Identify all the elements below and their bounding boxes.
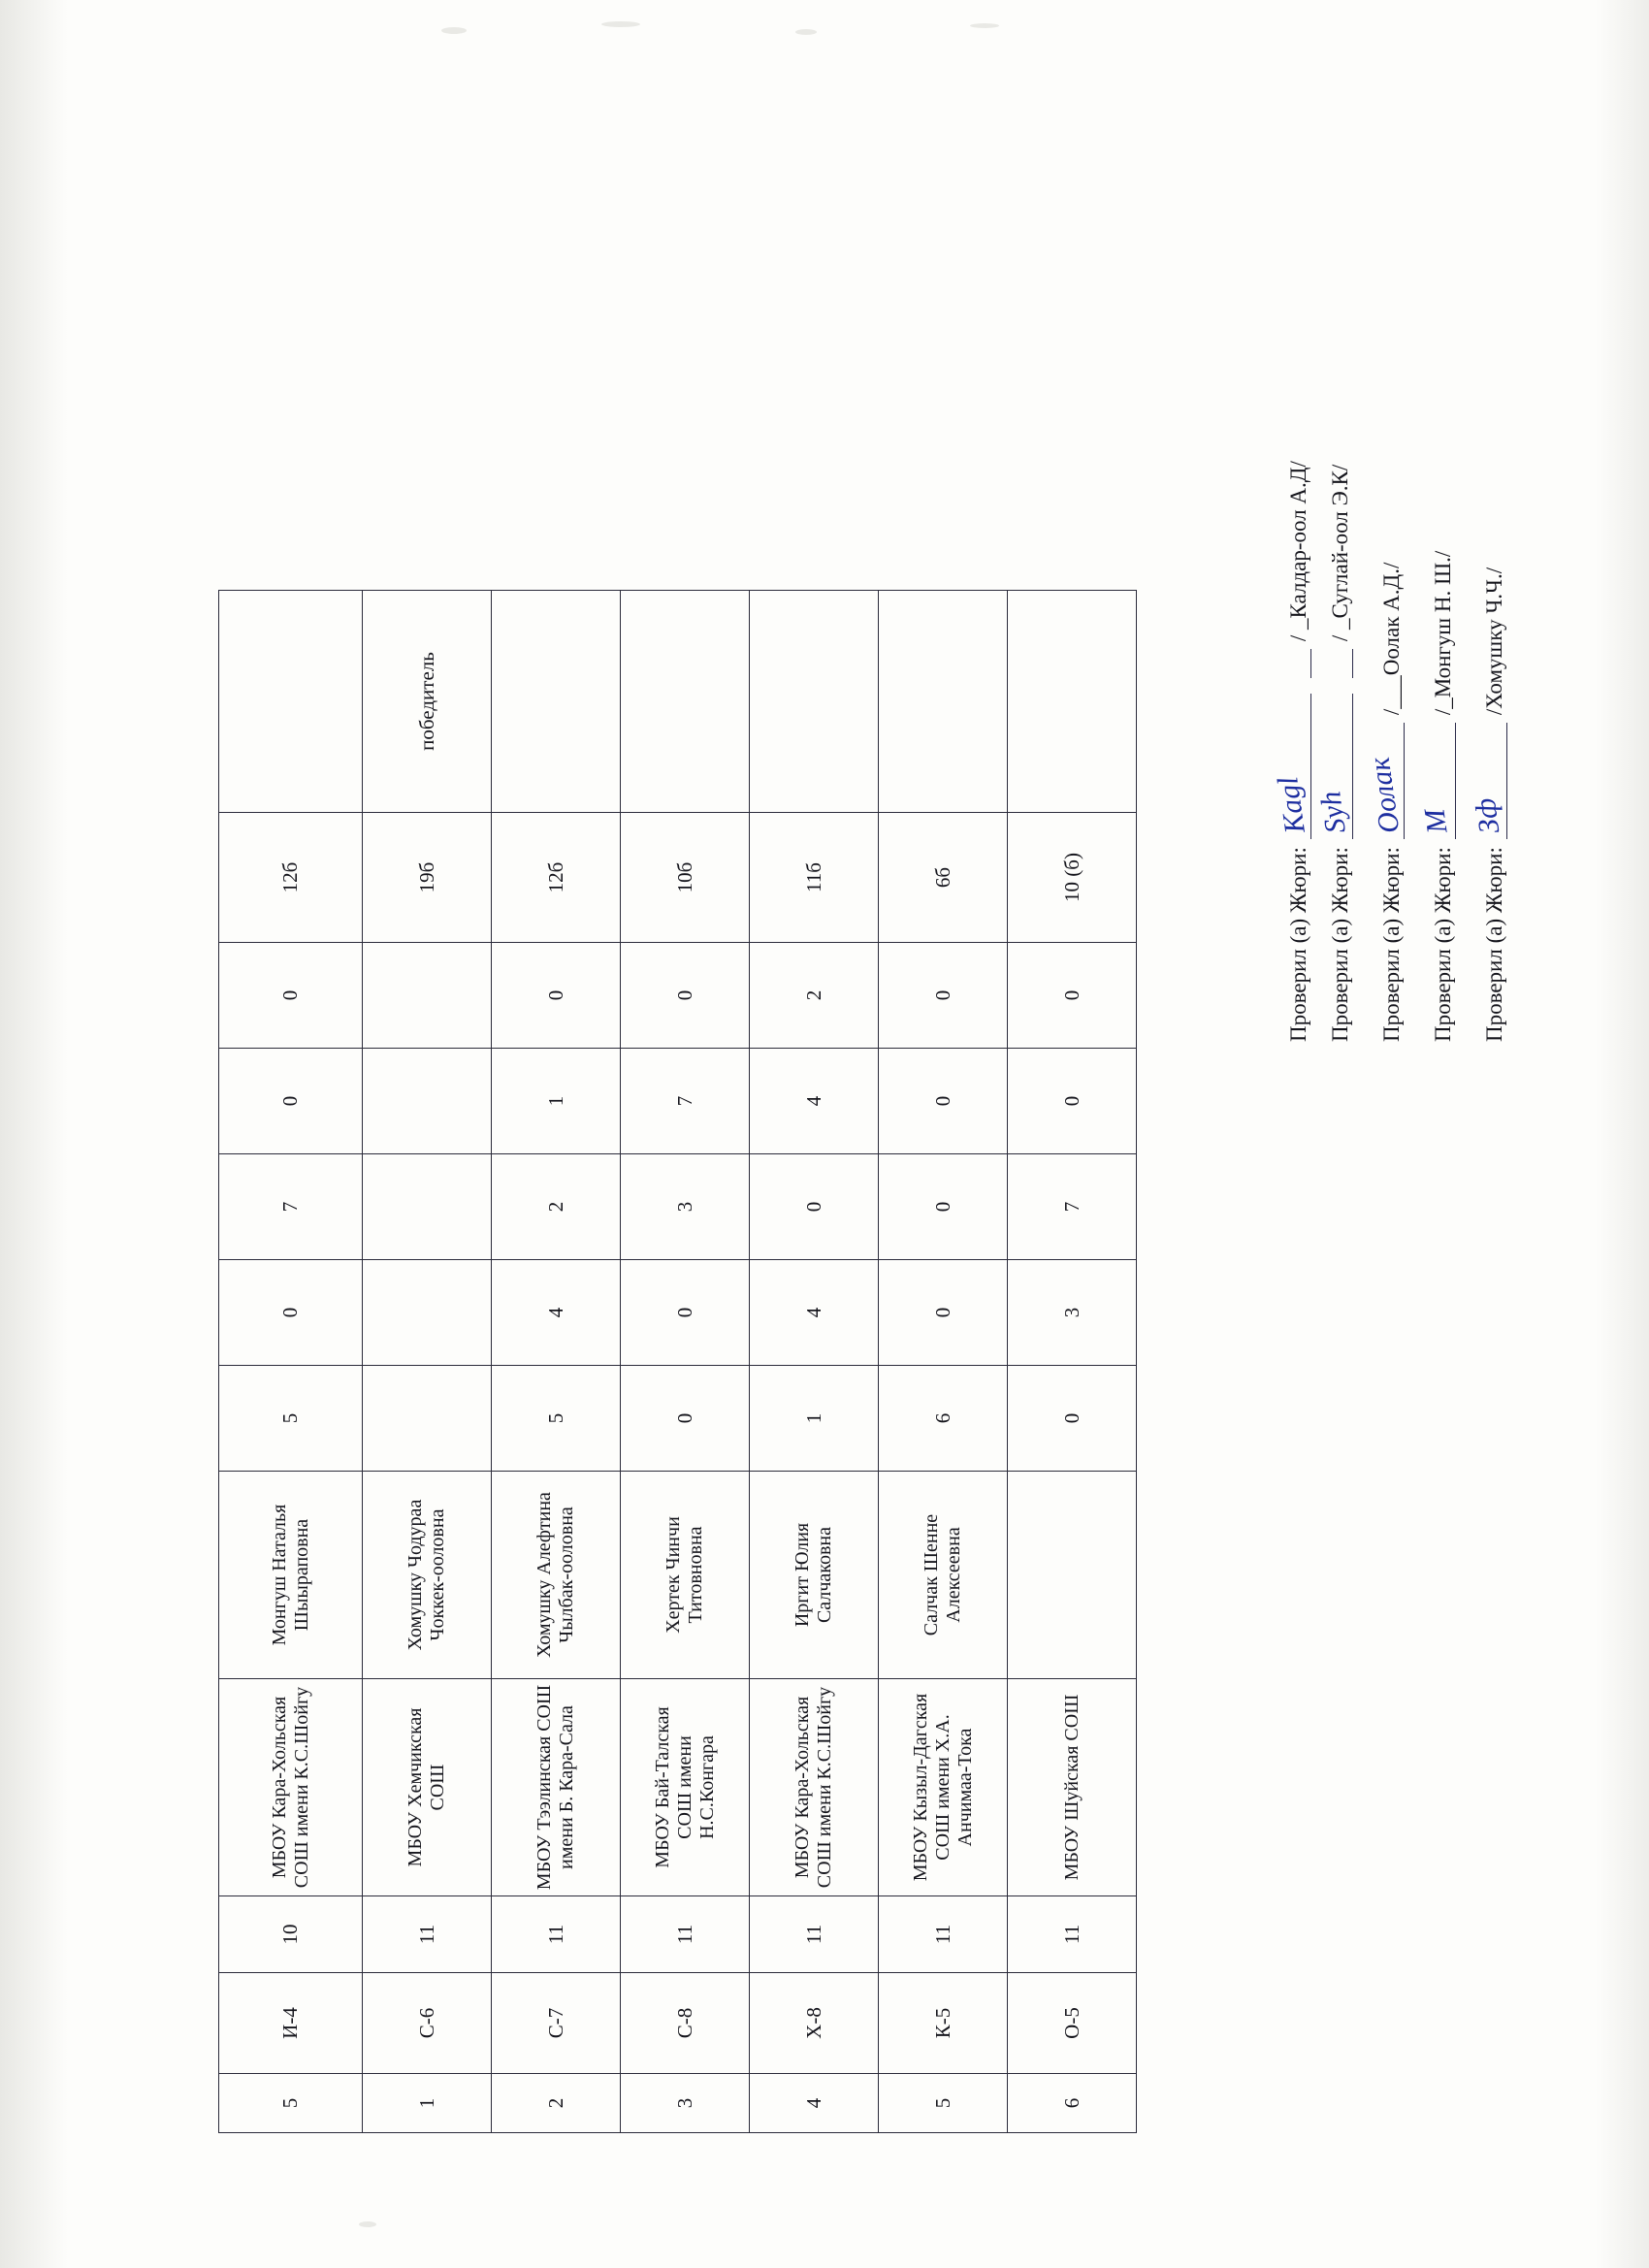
signature-label: Проверил (а) Жюри:	[1431, 847, 1455, 1042]
handwritten-signature: Зф	[1469, 795, 1506, 836]
signature-name: /Хомушку Ч.Ч./	[1482, 567, 1506, 716]
cell-total: 6б	[879, 813, 1008, 943]
cell-total: 10б	[621, 813, 750, 943]
cell-status	[219, 591, 363, 813]
cell-status: победитель	[363, 591, 492, 813]
cell-school: МБОУ Тээлинская СОШ имени Б. Кара-Сала	[492, 1679, 621, 1896]
cell-score-5: 0	[219, 943, 363, 1049]
cell-school: МБОУ Кызыл-Дагская СОШ имени Х.А. Анчимаа-Тока	[879, 1679, 1008, 1896]
cell-number: 2	[492, 2074, 621, 2133]
signature-group-second	[1363, 188, 1507, 1042]
cell-score-3: 3	[621, 1154, 750, 1260]
cell-score-3: 7	[1008, 1154, 1137, 1260]
signature-name: /___Оолак А.Д./	[1379, 562, 1404, 716]
cell-school: МБОУ Кара-Хольская СОШ имени К.С.Шойгу	[750, 1679, 879, 1896]
cell-score-2: 0	[219, 1260, 363, 1366]
cell-score-1: 1	[750, 1366, 879, 1472]
cell-score-3: 0	[879, 1154, 1008, 1260]
cell-number: 3	[621, 2074, 750, 2133]
cell-total: 19б	[363, 813, 492, 943]
cell-teacher: Монгуш Наталья Шыыраповна	[219, 1472, 363, 1679]
cell-score-5	[363, 943, 492, 1049]
signature-line	[1418, 188, 1456, 1042]
cell-class: 11	[621, 1896, 750, 1973]
cell-score-5: 0	[879, 943, 1008, 1049]
cell-teacher: Хомушку Чодураа Чоккек-ооловна	[363, 1472, 492, 1679]
signature-rule[interactable]	[1418, 723, 1456, 839]
handwritten-signature: Kagl	[1272, 774, 1311, 836]
cell-status	[621, 591, 750, 813]
cell-score-2: 0	[879, 1260, 1008, 1366]
cell-total: 10 (б)	[1008, 813, 1137, 943]
signature-line	[1272, 188, 1311, 1042]
cell-score-4: 1	[492, 1049, 621, 1154]
signature-name: / _Суглай-оол Э.К/	[1328, 464, 1352, 642]
signature-rule[interactable]	[1469, 723, 1507, 839]
handwritten-signature: М	[1418, 807, 1454, 836]
signature-name: / _Калдар-оол А.Д/	[1286, 461, 1310, 642]
signature-label: Проверил (а) Жюри:	[1286, 847, 1310, 1042]
signature-block	[1272, 188, 1533, 1042]
signature-label: Проверил (а) Жюри:	[1482, 847, 1506, 1042]
scan-speck	[359, 2221, 376, 2227]
scan-speck	[601, 21, 640, 27]
table-row	[492, 591, 621, 2133]
cell-score-5: 0	[1008, 943, 1137, 1049]
cell-score-1: 5	[219, 1366, 363, 1472]
scan-speck	[970, 23, 999, 28]
cell-score-4: 0	[879, 1049, 1008, 1154]
cell-score-4	[363, 1049, 492, 1154]
scan-speck	[441, 27, 467, 34]
signature-line	[1363, 188, 1406, 1042]
cell-class: 10	[219, 1896, 363, 1973]
cell-teacher: Иргит Юлия Салчаковна	[750, 1472, 879, 1679]
signature-rule[interactable]	[1314, 694, 1353, 839]
cell-status	[750, 591, 879, 813]
cell-score-2: 0	[621, 1260, 750, 1366]
cell-code: С-8	[621, 1973, 750, 2074]
cell-total: 12б	[492, 813, 621, 943]
cell-score-4: 4	[750, 1049, 879, 1154]
signature-line	[1469, 188, 1507, 1042]
cell-score-1: 5	[492, 1366, 621, 1472]
cell-teacher: Хертек Чинчи Титовновна	[621, 1472, 750, 1679]
cell-score-3	[363, 1154, 492, 1260]
cell-score-5: 0	[621, 943, 750, 1049]
table-row	[219, 591, 363, 2133]
cell-class: 11	[1008, 1896, 1137, 1973]
signature-rule-small[interactable]	[1327, 649, 1353, 678]
signature-label: Проверил (а) Жюри:	[1328, 847, 1352, 1042]
signature-label: Проверил (а) Жюри:	[1379, 847, 1404, 1042]
cell-status	[879, 591, 1008, 813]
cell-total: 11б	[750, 813, 879, 943]
cell-teacher	[1008, 1472, 1137, 1679]
signature-rule[interactable]	[1272, 694, 1311, 839]
cell-status	[492, 591, 621, 813]
cell-score-5: 2	[750, 943, 879, 1049]
scan-speck	[795, 29, 817, 35]
cell-school: МБОУ Шуйская СОШ	[1008, 1679, 1137, 1896]
handwritten-signature: Оолак	[1363, 755, 1406, 836]
cell-number: 5	[879, 2074, 1008, 2133]
cell-score-2	[363, 1260, 492, 1366]
cell-code: С-6	[363, 1973, 492, 2074]
cell-score-3: 7	[219, 1154, 363, 1260]
cell-score-4: 0	[1008, 1049, 1137, 1154]
table-row	[879, 591, 1008, 2133]
table-row	[363, 591, 492, 2133]
cell-score-1: 0	[621, 1366, 750, 1472]
cell-code: С-7	[492, 1973, 621, 2074]
cell-score-2: 3	[1008, 1260, 1137, 1366]
signature-rule-small[interactable]	[1285, 649, 1311, 678]
cell-status	[1008, 591, 1137, 813]
cell-score-1	[363, 1366, 492, 1472]
cell-number: 5	[219, 2074, 363, 2133]
cell-class: 11	[750, 1896, 879, 1973]
table-row	[750, 591, 879, 2133]
cell-score-3: 0	[750, 1154, 879, 1260]
table-row	[1008, 591, 1137, 2133]
cell-score-4: 0	[219, 1049, 363, 1154]
cell-score-2: 4	[492, 1260, 621, 1366]
cell-score-1: 6	[879, 1366, 1008, 1472]
signature-rule[interactable]	[1363, 723, 1406, 839]
cell-class: 11	[363, 1896, 492, 1973]
cell-score-2: 4	[750, 1260, 879, 1366]
results-table	[218, 590, 1137, 2133]
handwritten-signature: Syh	[1314, 789, 1352, 836]
cell-code: К-5	[879, 1973, 1008, 2074]
signature-name: /_Монгуш Н. Ш./	[1431, 550, 1455, 716]
cell-score-1: 0	[1008, 1366, 1137, 1472]
table-row	[621, 591, 750, 2133]
cell-class: 11	[879, 1896, 1008, 1973]
rotated-sheet	[131, 77, 1518, 2191]
cell-school: МБОУ Бай-Талская СОШ имени Н.С.Конгара	[621, 1679, 750, 1896]
cell-number: 1	[363, 2074, 492, 2133]
cell-class: 11	[492, 1896, 621, 1973]
cell-number: 4	[750, 2074, 879, 2133]
cell-score-3: 2	[492, 1154, 621, 1260]
cell-score-5: 0	[492, 943, 621, 1049]
cell-school: МБОУ Хемчикская СОШ	[363, 1679, 492, 1896]
cell-score-4: 7	[621, 1049, 750, 1154]
cell-number: 6	[1008, 2074, 1137, 2133]
cell-teacher: Салчак Шенне Алексеевна	[879, 1472, 1008, 1679]
cell-teacher: Хомушку Алефтина Чылбак-ооловна	[492, 1472, 621, 1679]
signature-line	[1314, 188, 1353, 1042]
cell-total: 12б	[219, 813, 363, 943]
cell-code: Х-8	[750, 1973, 879, 2074]
cell-code: И-4	[219, 1973, 363, 2074]
cell-code: О-5	[1008, 1973, 1137, 2074]
cell-school: МБОУ Кара-Хольская СОШ имени К.С.Шойгу	[219, 1679, 363, 1896]
